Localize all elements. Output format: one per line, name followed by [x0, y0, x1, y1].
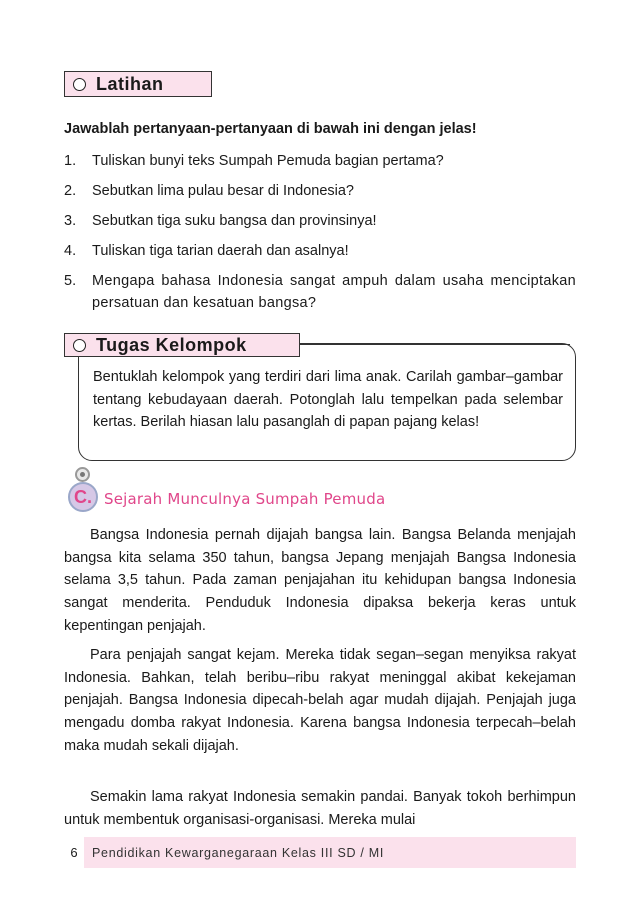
- question-list: [64, 150, 576, 322]
- paragraph: Para penjajah sangat kejam. Mereka tidak segan–segan menyiksa rakyat Indonesia. Bahkan, telah beribu–ribu rakyat meninggal akibat kekejaman penjajah. Bangsa Indonesia dipecah-belah agar mudah dijajah. Penjajah juga mengadu domba rakyat Indonesia. Karena bangsa Indonesia terpecah–belah maka mudah sekali dijajah.: [64, 647, 576, 754]
- latihan-instruction: Jawablah pertanyaan-pertanyaan di bawah ini dengan jelas!: [64, 121, 477, 137]
- tugas-text: Bentuklah kelompok yang terdiri dari lima anak. Carilah gambar–gambar tentang kebudayaan daerah. Potonglah lalu tempelkan pada selembar kertas. Berilah hiasan lalu pasanglah di papan pajang kelas!: [93, 369, 563, 430]
- question-text: Mengapa bahasa Indonesia sangat ampuh dalam usaha menciptakan persatuan dan kesatuan bangsa?: [92, 273, 576, 311]
- question-number: 5.: [64, 273, 77, 289]
- latihan-heading-box: [64, 71, 212, 97]
- question-item: [64, 150, 576, 172]
- question-text: Tuliskan bunyi teks Sumpah Pemuda bagian pertama?: [92, 153, 444, 169]
- paragraph: Semakin lama rakyat Indonesia semakin pandai. Banyak tokoh berhimpun untuk membentuk organisasi-organisasi. Mereka mulai: [64, 789, 576, 828]
- footer: [64, 837, 576, 868]
- tugas-heading-box: [64, 333, 300, 357]
- paragraph: Bangsa Indonesia pernah dijajah bangsa lain. Bangsa Belanda menjajah bangsa kita selama 350 tahun, bangsa Jepang menjajah Bangsa Indonesia selama 3,5 tahun. Pada zaman penjajahan itu kehidupan bangsa Indonesia sangat menderita. Penduduk Indonesia dipaksa bekerja keras untuk kepentingan penjajah.: [64, 527, 576, 634]
- pin-icon: [75, 467, 90, 482]
- section-title: Sejarah Munculnya Sumpah Pemuda: [104, 490, 386, 508]
- question-text: Tuliskan tiga tarian daerah dan asalnya!: [92, 243, 349, 259]
- question-item: [64, 270, 576, 314]
- circle-bullet-icon: [73, 339, 86, 352]
- tugas-divider-line: [300, 344, 570, 345]
- page-number: 6: [64, 837, 84, 868]
- question-text: Sebutkan lima pulau besar di Indonesia?: [92, 183, 354, 199]
- footer-text: Pendidikan Kewarganegaraan Kelas III SD / MI: [92, 845, 385, 860]
- question-number: 3.: [64, 213, 77, 229]
- section-letter: C.: [74, 486, 92, 507]
- question-number: 1.: [64, 153, 77, 169]
- question-number: 4.: [64, 243, 77, 259]
- section-badge: [68, 482, 98, 512]
- question-item: [64, 180, 576, 202]
- question-item: [64, 210, 576, 232]
- question-number: 2.: [64, 183, 77, 199]
- question-item: [64, 240, 576, 262]
- circle-bullet-icon: [73, 78, 86, 91]
- latihan-heading: Latihan: [96, 73, 164, 94]
- question-text: Sebutkan tiga suku bangsa dan provinsinya!: [92, 213, 377, 229]
- tugas-heading: Tugas Kelompok: [96, 334, 247, 355]
